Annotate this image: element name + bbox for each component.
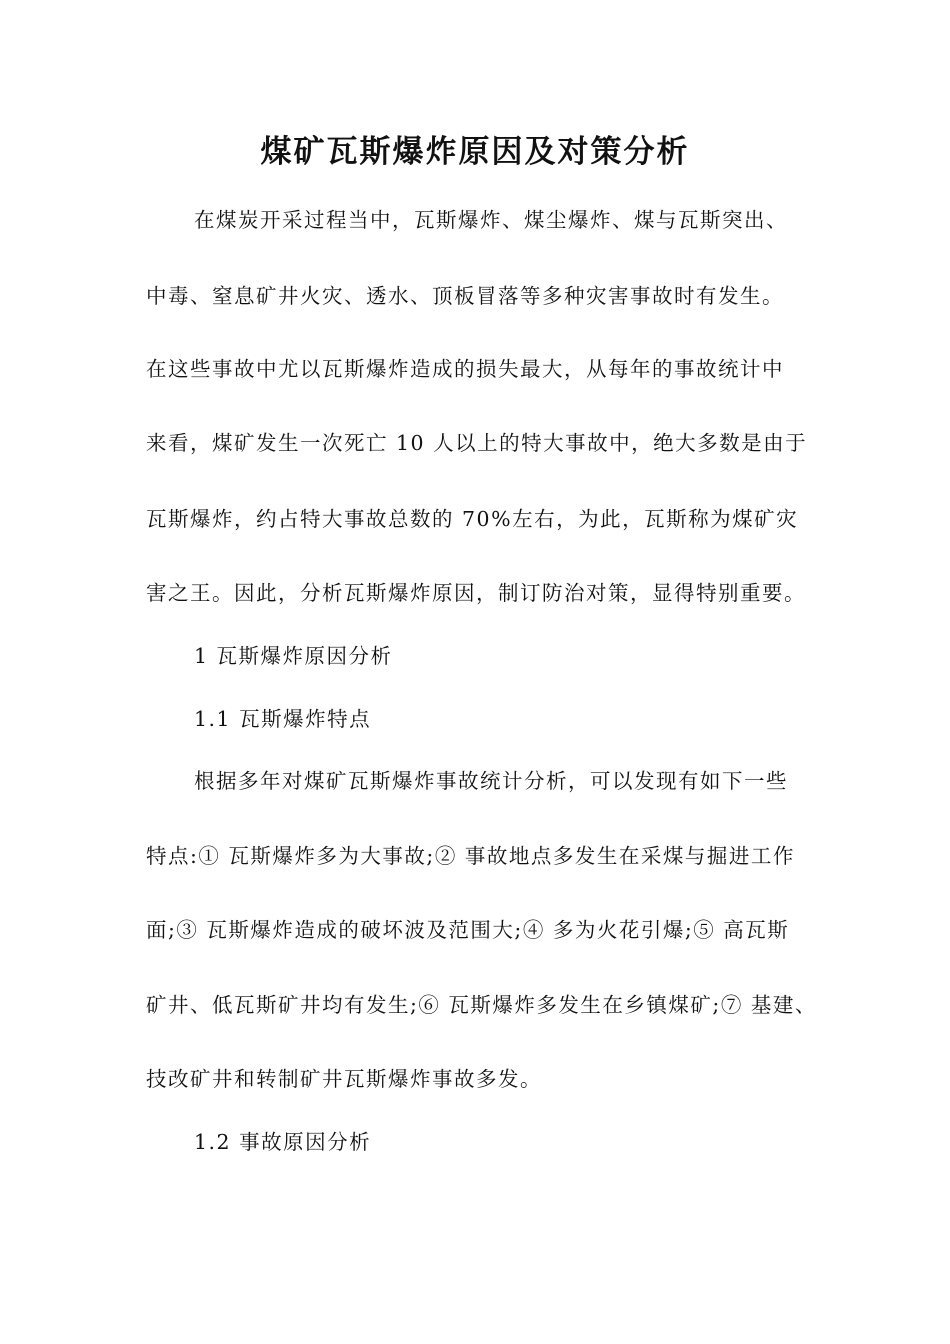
subsection-heading: 1.2 事故原因分析 — [194, 1130, 372, 1154]
subsection-heading: 1.1 瓦斯爆炸特点 — [194, 707, 372, 731]
paragraph-line: 来看，煤矿发生一次死亡 10 人以上的特大事故中，绝大多数是由于 — [146, 431, 808, 455]
paragraph-line: 矿井、低瓦斯矿井均有发生;⑥ 瓦斯爆炸多发生在乡镇煤矿;⑦ 基建、 — [146, 993, 817, 1017]
paragraph-line: 技改矿井和转制矿井瓦斯爆炸事故多发。 — [146, 1067, 542, 1091]
paragraph-line: 根据多年对煤矿瓦斯爆炸事故统计分析，可以发现有如下一些 — [194, 769, 788, 793]
paragraph-line: 在煤炭开采过程当中，瓦斯爆炸、煤尘爆炸、煤与瓦斯突出、 — [194, 208, 788, 232]
paragraph-line: 在这些事故中尤以瓦斯爆炸造成的损失最大，从每年的事故统计中 — [146, 357, 784, 381]
section-heading: 1 瓦斯爆炸原因分析 — [194, 644, 393, 668]
paragraph-line: 中毒、窒息矿井火灾、透水、顶板冒落等多种灾害事故时有发生。 — [146, 284, 784, 308]
paragraph-line: 特点:① 瓦斯爆炸多为大事故;② 事故地点多发生在采煤与掘进工作 — [146, 844, 795, 868]
document-title: 煤矿瓦斯爆炸原因及对策分析 — [260, 134, 690, 170]
paragraph-line: 害之王。因此，分析瓦斯爆炸原因，制订防治对策，显得特别重要。 — [146, 581, 806, 605]
paragraph-line: 面;③ 瓦斯爆炸造成的破坏波及范围大;④ 多为火花引爆;⑤ 高瓦斯 — [146, 918, 790, 942]
paragraph-line: 瓦斯爆炸，约占特大事故总数的 70%左右，为此，瓦斯称为煤矿灾 — [146, 507, 799, 531]
